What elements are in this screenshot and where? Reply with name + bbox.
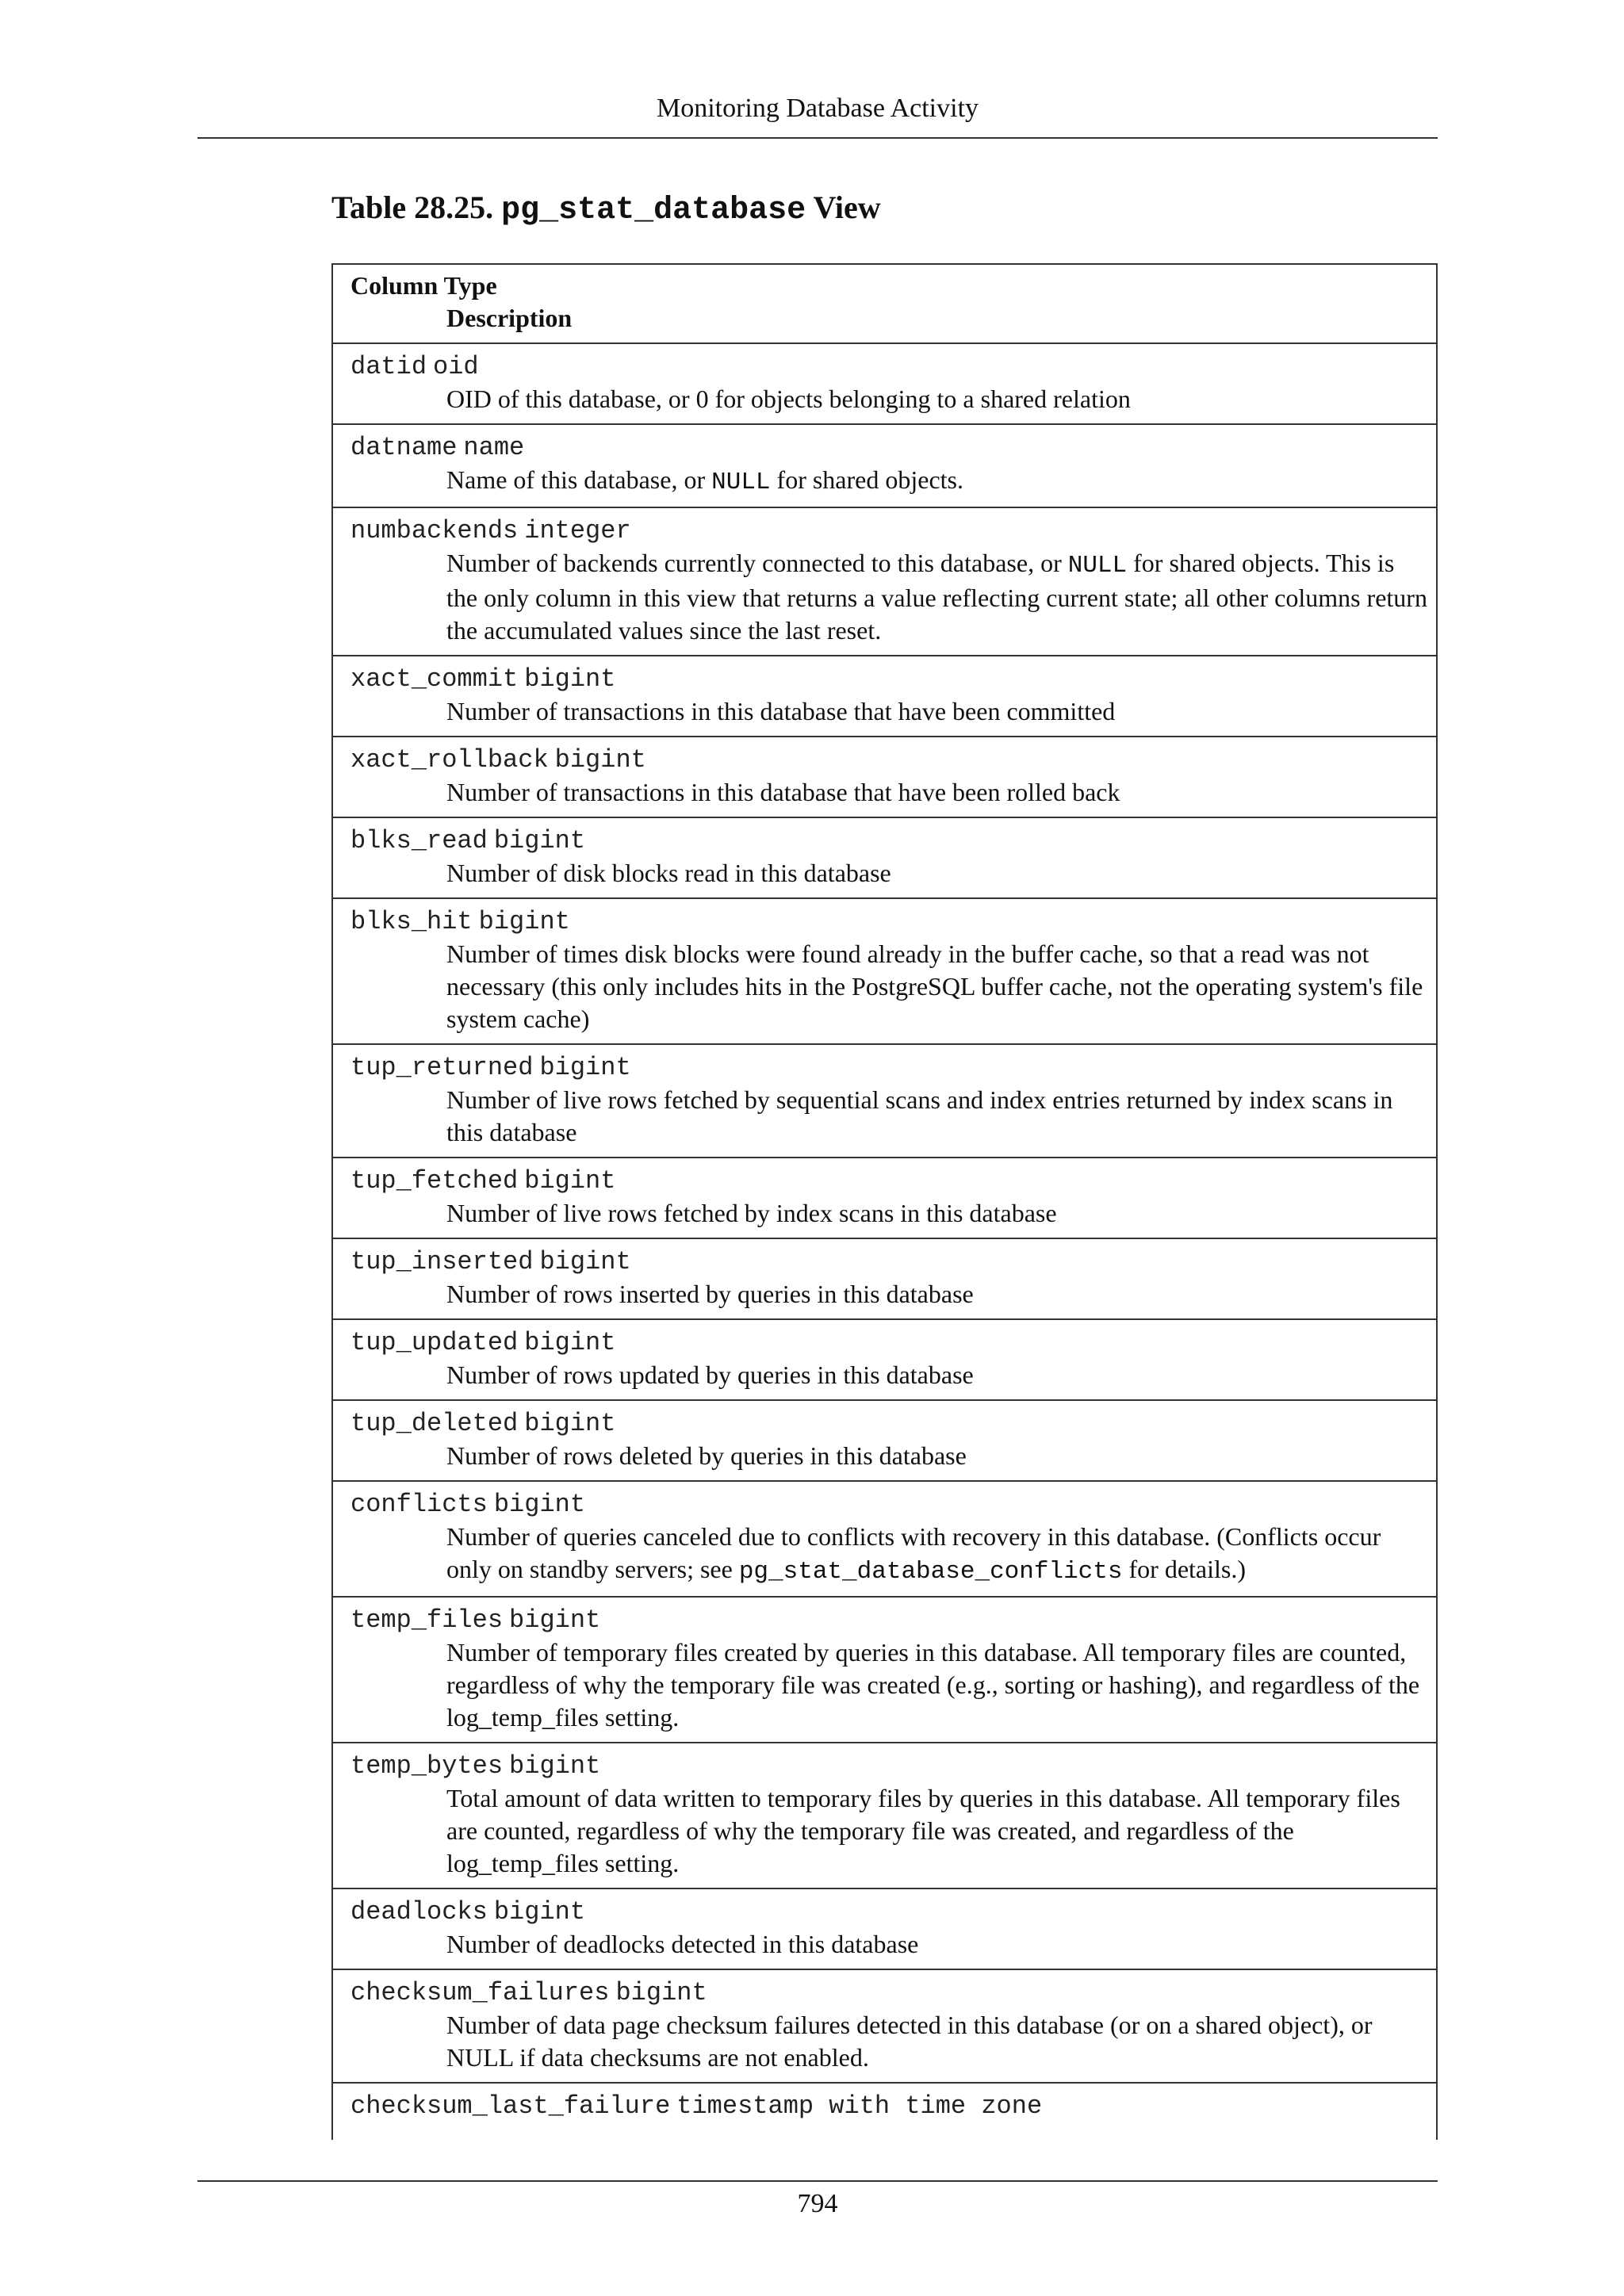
table-header-cell xyxy=(332,264,1437,343)
column-name: xact_rollback xyxy=(350,745,549,775)
column-signature xyxy=(350,1602,1428,1636)
header-description: Description xyxy=(446,304,573,332)
column-signature xyxy=(350,742,1428,776)
column-signature xyxy=(350,513,1428,547)
description-text: Number of disk blocks read in this database xyxy=(446,859,891,887)
column-description xyxy=(446,695,1428,728)
table-cell xyxy=(332,424,1437,507)
table-row xyxy=(332,424,1437,507)
caption-suffix: View xyxy=(806,189,881,225)
caption-prefix: Table 28.25. xyxy=(331,189,502,225)
column-signature xyxy=(350,1487,1428,1521)
footer-rule xyxy=(197,2180,1438,2182)
inline-code: pg_stat_database_conflicts xyxy=(738,1558,1123,1586)
column-description xyxy=(446,1440,1428,1472)
description-text: for shared objects. xyxy=(770,465,963,494)
column-name: tup_returned xyxy=(350,1053,534,1082)
column-type: bigint xyxy=(524,1409,616,1438)
column-name: checksum_last_failure xyxy=(350,2091,671,2121)
page-number: 794 xyxy=(797,2189,838,2218)
description-text: OID of this database, or 0 for objects belonging to a shared relation xyxy=(446,385,1131,413)
column-name: xact_commit xyxy=(350,664,519,694)
column-description xyxy=(446,1636,1428,1734)
table-cell xyxy=(332,656,1437,737)
description-text: Number of queries canceled due to conflicts with recovery in this database. (Conflicts occur only on standby servers; see xyxy=(446,1522,1381,1583)
description-text: Number of deadlocks detected in this database xyxy=(446,1930,919,1958)
description-text: Name of this database, or xyxy=(446,465,712,494)
caption-view-name: pg_stat_database xyxy=(501,193,806,228)
column-description xyxy=(446,1782,1428,1880)
column-name: tup_fetched xyxy=(350,1166,519,1196)
column-type: bigint xyxy=(524,1166,616,1196)
description-text: Number of data page checksum failures detected in this database (or on a shared object), or NULL if data checksums are not enabled. xyxy=(446,2011,1373,2072)
column-description xyxy=(446,1359,1428,1391)
table-cell xyxy=(332,343,1437,424)
description-text: for details.) xyxy=(1122,1555,1246,1583)
table-cell xyxy=(332,1597,1437,1743)
column-description xyxy=(446,464,1428,499)
column-type: bigint xyxy=(509,1605,601,1635)
column-description xyxy=(446,1278,1428,1311)
column-signature xyxy=(350,1406,1428,1440)
table-cell xyxy=(332,898,1437,1044)
description-text: Number of rows inserted by queries in this database xyxy=(446,1280,974,1308)
column-type: bigint xyxy=(554,745,646,775)
table-cell xyxy=(332,1743,1437,1888)
table-row xyxy=(332,737,1437,817)
column-signature xyxy=(350,1325,1428,1359)
table-row xyxy=(332,1969,1437,2083)
column-type: bigint xyxy=(509,1751,601,1781)
column-type: bigint xyxy=(493,826,586,855)
description-text: Number of times disk blocks were found already in the buffer cache, so that a read was not necessary (this only includes hits in the PostgreSQL buffer cache, not the operating system's file system cache) xyxy=(446,939,1423,1033)
table-caption xyxy=(331,189,881,228)
column-type: bigint xyxy=(524,1328,616,1357)
column-name: blks_read xyxy=(350,826,488,855)
column-description xyxy=(446,1928,1428,1961)
table-cell xyxy=(332,1238,1437,1319)
column-signature xyxy=(350,1975,1428,2009)
description-text: Number of transactions in this database that have been committed xyxy=(446,697,1116,725)
column-signature xyxy=(350,661,1428,695)
table-row xyxy=(332,817,1437,898)
table-row xyxy=(332,1888,1437,1969)
description-text: Number of backends currently connected to this database, or xyxy=(446,549,1068,577)
column-name: blks_hit xyxy=(350,907,473,936)
column-type: bigint xyxy=(524,664,616,694)
column-type: timestamp with time zone xyxy=(676,2091,1043,2121)
table-cell xyxy=(332,737,1437,817)
column-description xyxy=(446,1521,1428,1588)
column-name: tup_updated xyxy=(350,1328,519,1357)
column-type: bigint xyxy=(493,1490,586,1519)
description-text: Total amount of data written to temporary files by queries in this database. All temporary files are counted, regardless of why the temporary file was created, and regardless of the log_temp_files setting. xyxy=(446,1784,1400,1877)
column-type: oid xyxy=(433,352,479,381)
column-name: datid xyxy=(350,352,427,381)
column-name: tup_deleted xyxy=(350,1409,519,1438)
column-type: bigint xyxy=(539,1247,631,1276)
description-text: for shared objects. This is the only column in this view that returns a value reflecting current state; all other columns return the accumulated values since the last reset. xyxy=(446,549,1427,645)
column-type: bigint xyxy=(615,1978,707,2007)
table-row xyxy=(332,343,1437,424)
column-type: bigint xyxy=(539,1053,631,1082)
table-cell xyxy=(332,1400,1437,1481)
table-cell xyxy=(332,1044,1437,1158)
column-signature xyxy=(350,349,1428,383)
table-header-row xyxy=(332,264,1437,343)
column-description xyxy=(446,1084,1428,1149)
table-cell xyxy=(332,1158,1437,1238)
table-cell xyxy=(332,1969,1437,2083)
table-cell xyxy=(332,507,1437,656)
description-text: Number of rows deleted by queries in this database xyxy=(446,1441,967,1470)
column-name: temp_files xyxy=(350,1605,504,1635)
header-column-type: Column Type xyxy=(350,271,497,300)
column-name: conflicts xyxy=(350,1490,488,1519)
column-signature xyxy=(350,2088,1428,2122)
column-name: tup_inserted xyxy=(350,1247,534,1276)
column-signature xyxy=(350,1163,1428,1197)
description-text: Number of temporary files created by queries in this database. All temporary files are counted, regardless of why the temporary file was created (e.g., sorting or hashing), and regardless of the log_temp_files setting. xyxy=(446,1638,1420,1732)
table-cell xyxy=(332,1888,1437,1969)
column-name: deadlocks xyxy=(350,1897,488,1927)
column-signature xyxy=(350,430,1428,464)
column-description xyxy=(446,547,1428,647)
description-text: Number of rows updated by queries in this database xyxy=(446,1360,974,1389)
table-row xyxy=(332,2083,1437,2140)
table-row xyxy=(332,1743,1437,1888)
table-cell xyxy=(332,1319,1437,1400)
table-row xyxy=(332,1238,1437,1319)
column-signature xyxy=(350,1244,1428,1278)
table-row xyxy=(332,1597,1437,1743)
column-description xyxy=(446,776,1428,809)
inline-code: NULL xyxy=(1067,552,1128,580)
column-name: datname xyxy=(350,433,458,462)
table-row xyxy=(332,1044,1437,1158)
table-row xyxy=(332,1481,1437,1597)
column-name: checksum_failures xyxy=(350,1978,610,2007)
column-description xyxy=(446,1197,1428,1230)
description-text: Number of transactions in this database that have been rolled back xyxy=(446,778,1120,806)
column-description xyxy=(446,383,1428,415)
column-type: bigint xyxy=(478,907,570,936)
column-signature xyxy=(350,823,1428,857)
inline-code: NULL xyxy=(711,469,771,496)
column-description xyxy=(446,938,1428,1035)
table-row xyxy=(332,507,1437,656)
table-row xyxy=(332,1158,1437,1238)
table-cell xyxy=(332,817,1437,898)
pg-stat-database-table xyxy=(331,263,1438,2140)
table-row xyxy=(332,1319,1437,1400)
description-text: Number of live rows fetched by sequential scans and index entries returned by index scans in this database xyxy=(446,1085,1393,1146)
column-signature xyxy=(350,1050,1428,1084)
description-text: Number of live rows fetched by index scans in this database xyxy=(446,1199,1057,1227)
table-row xyxy=(332,656,1437,737)
column-description xyxy=(446,857,1428,890)
column-signature xyxy=(350,1748,1428,1782)
table-row xyxy=(332,1400,1437,1481)
column-type: integer xyxy=(524,516,631,545)
column-signature xyxy=(350,904,1428,938)
column-signature xyxy=(350,1894,1428,1928)
column-name: numbackends xyxy=(350,516,519,545)
table-row xyxy=(332,898,1437,1044)
column-type: bigint xyxy=(493,1897,586,1927)
table-cell xyxy=(332,2083,1437,2140)
table-cell xyxy=(332,1481,1437,1597)
column-name: temp_bytes xyxy=(350,1751,504,1781)
column-description xyxy=(446,2009,1428,2074)
column-type: name xyxy=(463,433,525,462)
running-header: Monitoring Database Activity xyxy=(656,94,979,123)
header-rule xyxy=(197,137,1438,139)
